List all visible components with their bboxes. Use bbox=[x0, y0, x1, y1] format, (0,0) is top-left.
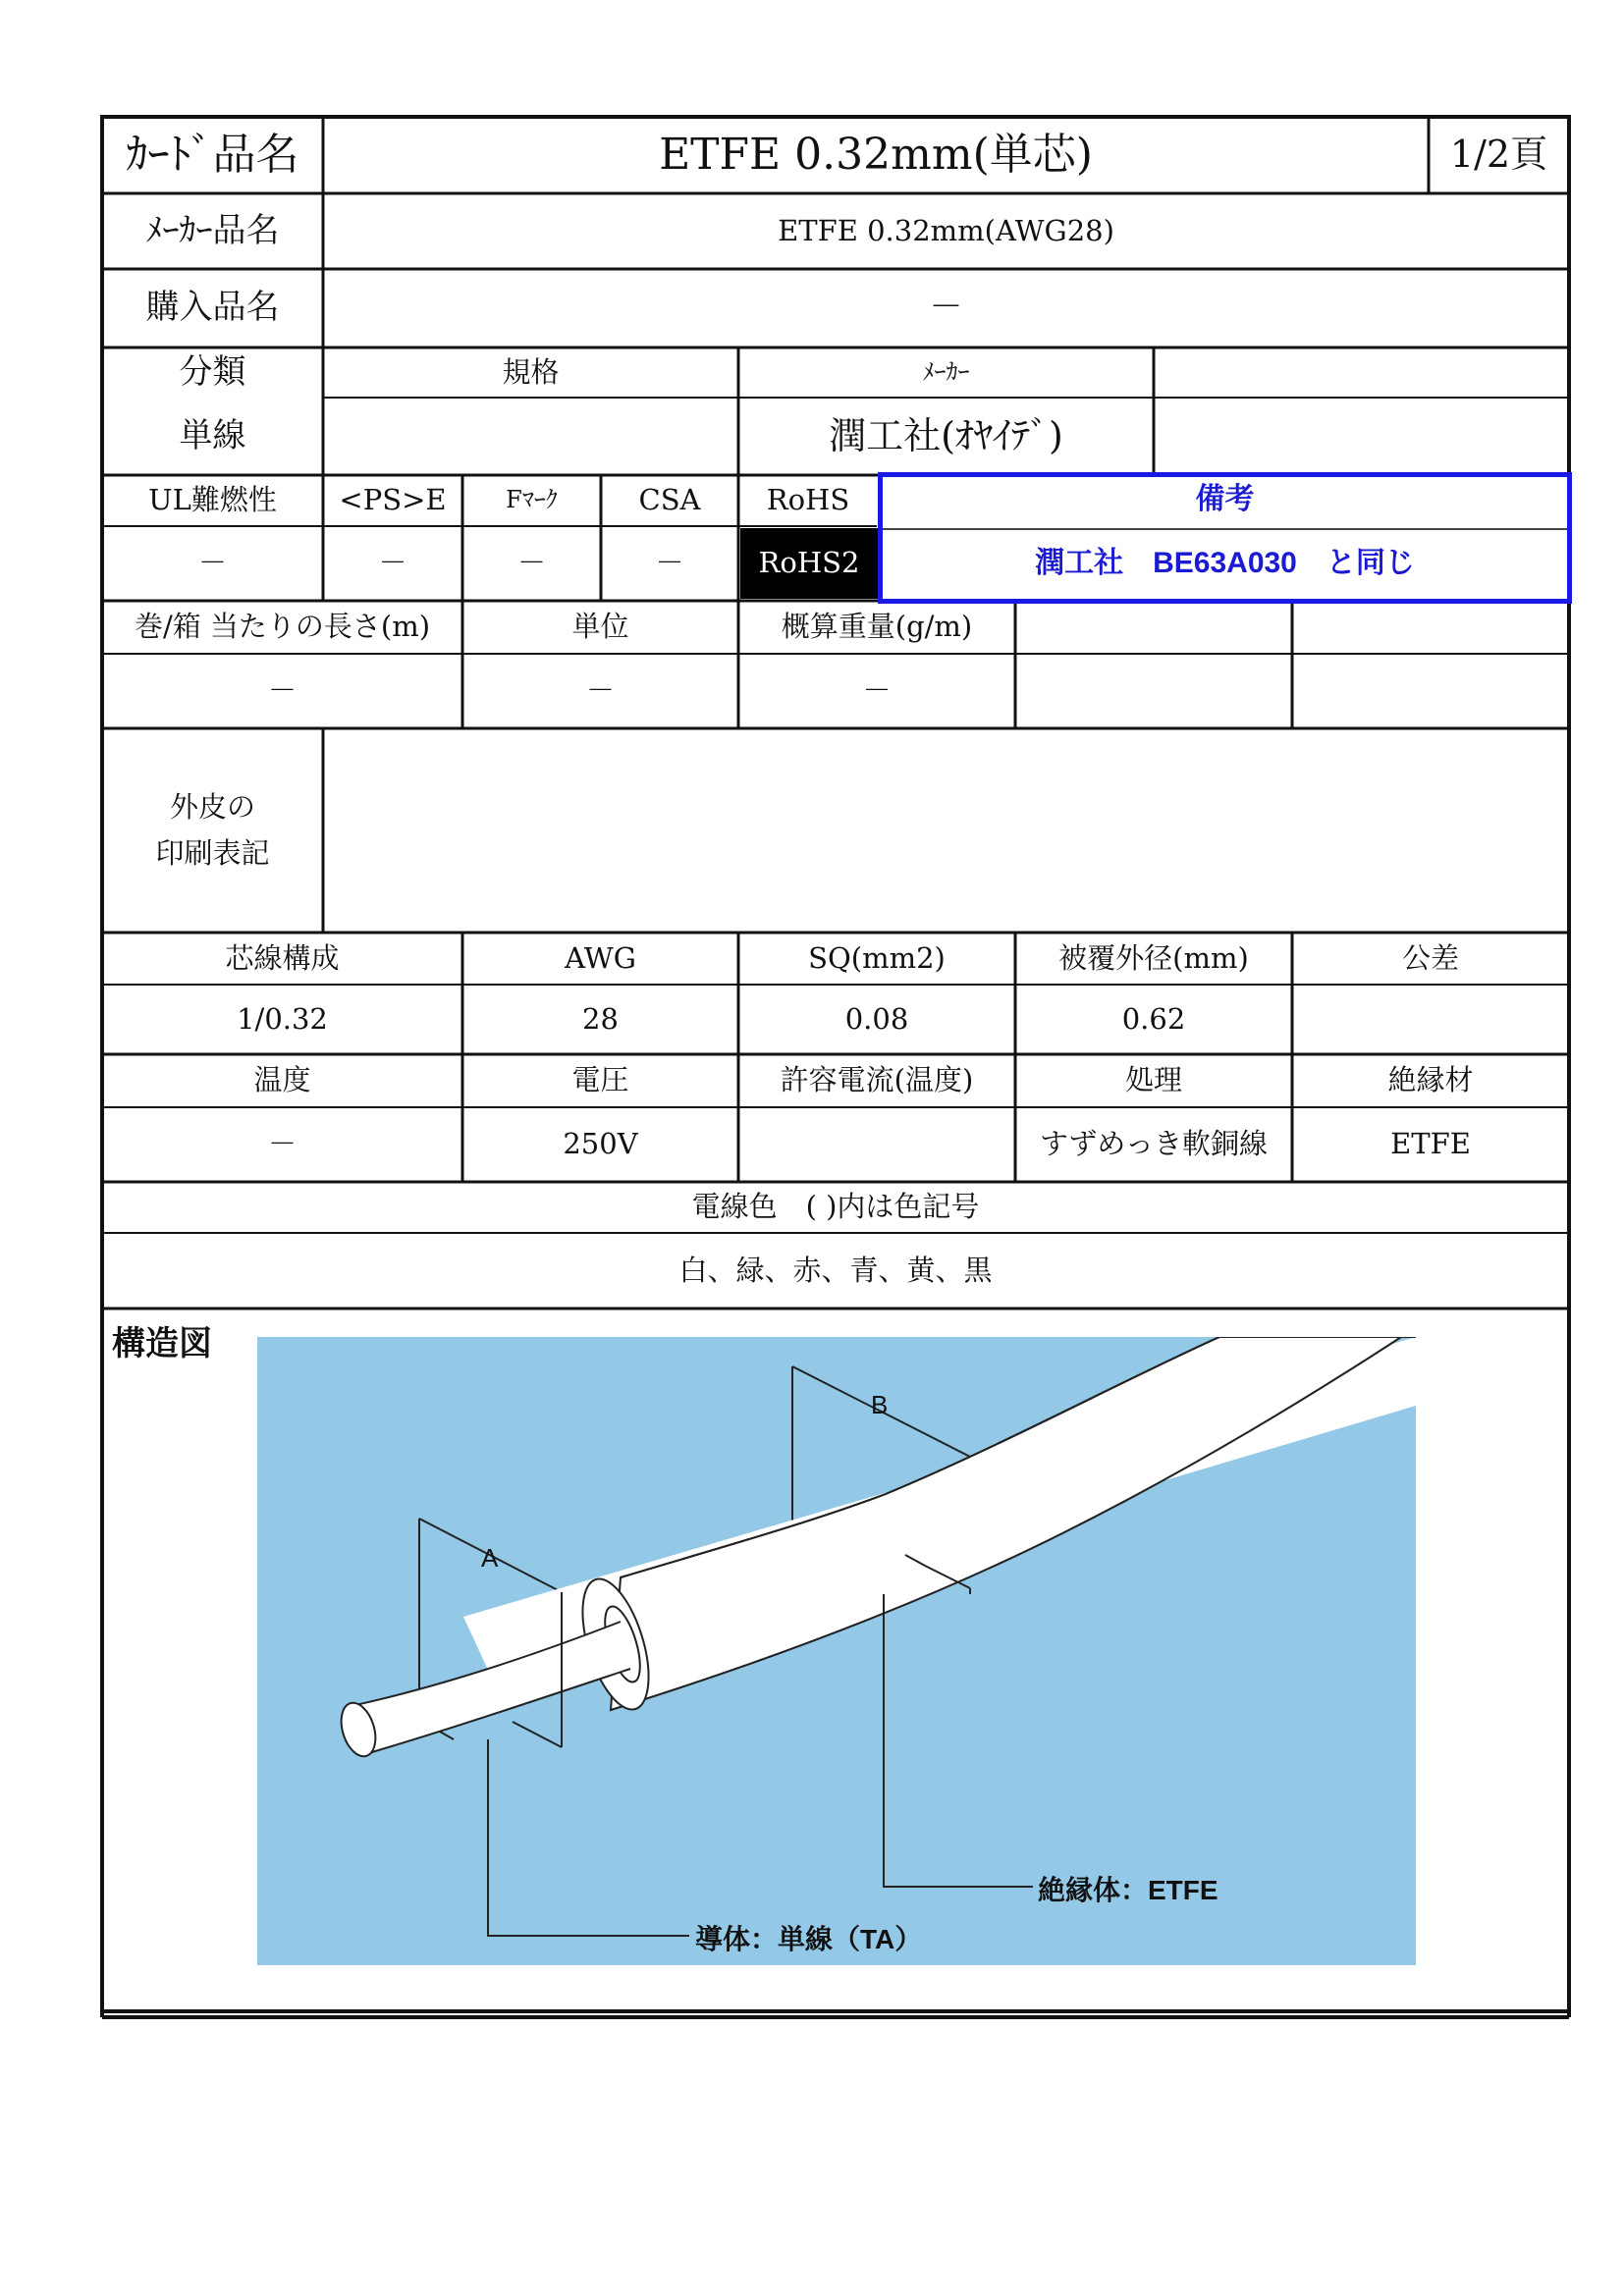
length-header: 巻/箱 当たりの長さ(m) bbox=[134, 610, 431, 644]
weight-value: － bbox=[862, 673, 892, 708]
maker-label: ﾒｰｶｰ bbox=[922, 357, 970, 386]
spec-value-tolerance bbox=[1292, 985, 1569, 1054]
cert-header-pse: <PS>E bbox=[339, 483, 447, 517]
spec-header-awg: AWG bbox=[565, 940, 636, 975]
extra-value-2 bbox=[1292, 654, 1569, 728]
unit-value: － bbox=[585, 673, 615, 708]
cert-value-fmark: － bbox=[516, 546, 546, 580]
card-name-value: ETFE 0.32mm(単芯) bbox=[659, 129, 1093, 180]
length-value: － bbox=[267, 673, 297, 708]
print-label-line1: 外皮の bbox=[169, 789, 255, 824]
spec-value-voltage: 250V bbox=[563, 1127, 638, 1161]
wire-color-value: 白、緑、赤、青、黄、黒 bbox=[678, 1253, 993, 1287]
spec-value-awg: 28 bbox=[582, 1001, 619, 1036]
cert-value-csa: － bbox=[655, 546, 684, 580]
spec-header-core: 芯線構成 bbox=[225, 940, 340, 975]
cert-value-ul: － bbox=[197, 546, 227, 580]
wire-structure-diagram bbox=[257, 1337, 1416, 1965]
spec-header-current: 許容電流(温度) bbox=[780, 1063, 974, 1097]
marker-a: A bbox=[481, 1543, 499, 1573]
wire-color-label: 電線色 ( )内は色記号 bbox=[691, 1190, 980, 1224]
extra-value-1 bbox=[1015, 654, 1292, 728]
print-label bbox=[102, 728, 323, 933]
classification-value: 単線 bbox=[179, 415, 246, 455]
insulator-label: 絶縁体：ETFE bbox=[1038, 1875, 1218, 1905]
structure-title: 構造図 bbox=[112, 1324, 212, 1364]
spec-header-treatment: 処理 bbox=[1124, 1063, 1182, 1097]
spec-header-insulation: 絶縁材 bbox=[1387, 1063, 1474, 1097]
spec-header-voltage: 電圧 bbox=[571, 1063, 629, 1097]
cert-header-csa: CSA bbox=[638, 483, 701, 517]
remarks-label: 備考 bbox=[1195, 482, 1255, 515]
maker-value: 潤工社(ｵﾔｲﾃﾞ) bbox=[829, 413, 1063, 457]
cert-value-pse: － bbox=[378, 546, 407, 580]
spec-header-temp: 温度 bbox=[253, 1063, 311, 1097]
spec-value-current bbox=[738, 1107, 1015, 1182]
cert-header-ul: UL難燃性 bbox=[148, 483, 277, 517]
spec-value-insulation: ETFE bbox=[1390, 1127, 1471, 1161]
maker-name-label: ﾒｰｶｰ品名 bbox=[145, 210, 280, 250]
spec-value-od: 0.62 bbox=[1121, 1001, 1186, 1036]
print-value bbox=[323, 728, 1569, 933]
purchase-name-value: － bbox=[929, 288, 963, 328]
standard-label: 規格 bbox=[502, 354, 560, 389]
spec-value-treatment: すずめっき軟銅線 bbox=[1039, 1127, 1268, 1161]
cert-value-rohs: RoHS2 bbox=[740, 528, 878, 599]
standard-value bbox=[323, 398, 738, 475]
spec-header-od: 被覆外径(mm) bbox=[1058, 940, 1249, 975]
unit-header: 単位 bbox=[571, 610, 629, 644]
page-indicator: 1/2頁 bbox=[1449, 133, 1548, 177]
classification-label: 分類 bbox=[179, 351, 246, 392]
conductor-label: 導体：単線（TA） bbox=[695, 1924, 923, 1954]
cert-header-rohs: RoHS bbox=[766, 483, 850, 517]
marker-b: B bbox=[871, 1390, 889, 1419]
spec-header-tolerance: 公差 bbox=[1401, 940, 1459, 975]
wire-illustration bbox=[257, 1337, 1416, 1965]
extra-header-2 bbox=[1292, 601, 1569, 654]
print-label-line2: 印刷表記 bbox=[155, 836, 270, 870]
extra-header-1 bbox=[1015, 601, 1292, 654]
cert-header-fmark: Fﾏｰｸ bbox=[506, 486, 558, 514]
weight-header: 概算重量(g/m) bbox=[781, 610, 973, 644]
card-name-label: ｶｰﾄﾞ品名 bbox=[126, 129, 299, 180]
spec-value-core: 1/0.32 bbox=[237, 1001, 328, 1036]
purchase-name-label: 購入品名 bbox=[145, 288, 280, 328]
maker-name-value: ETFE 0.32mm(AWG28) bbox=[778, 213, 1114, 247]
spec-header-sq: SQ(mm2) bbox=[808, 940, 946, 975]
remarks-value: 潤工社 BE63A030 と同じ bbox=[1035, 546, 1415, 579]
spec-value-temp: － bbox=[267, 1127, 297, 1161]
spec-value-sq: 0.08 bbox=[844, 1001, 909, 1036]
